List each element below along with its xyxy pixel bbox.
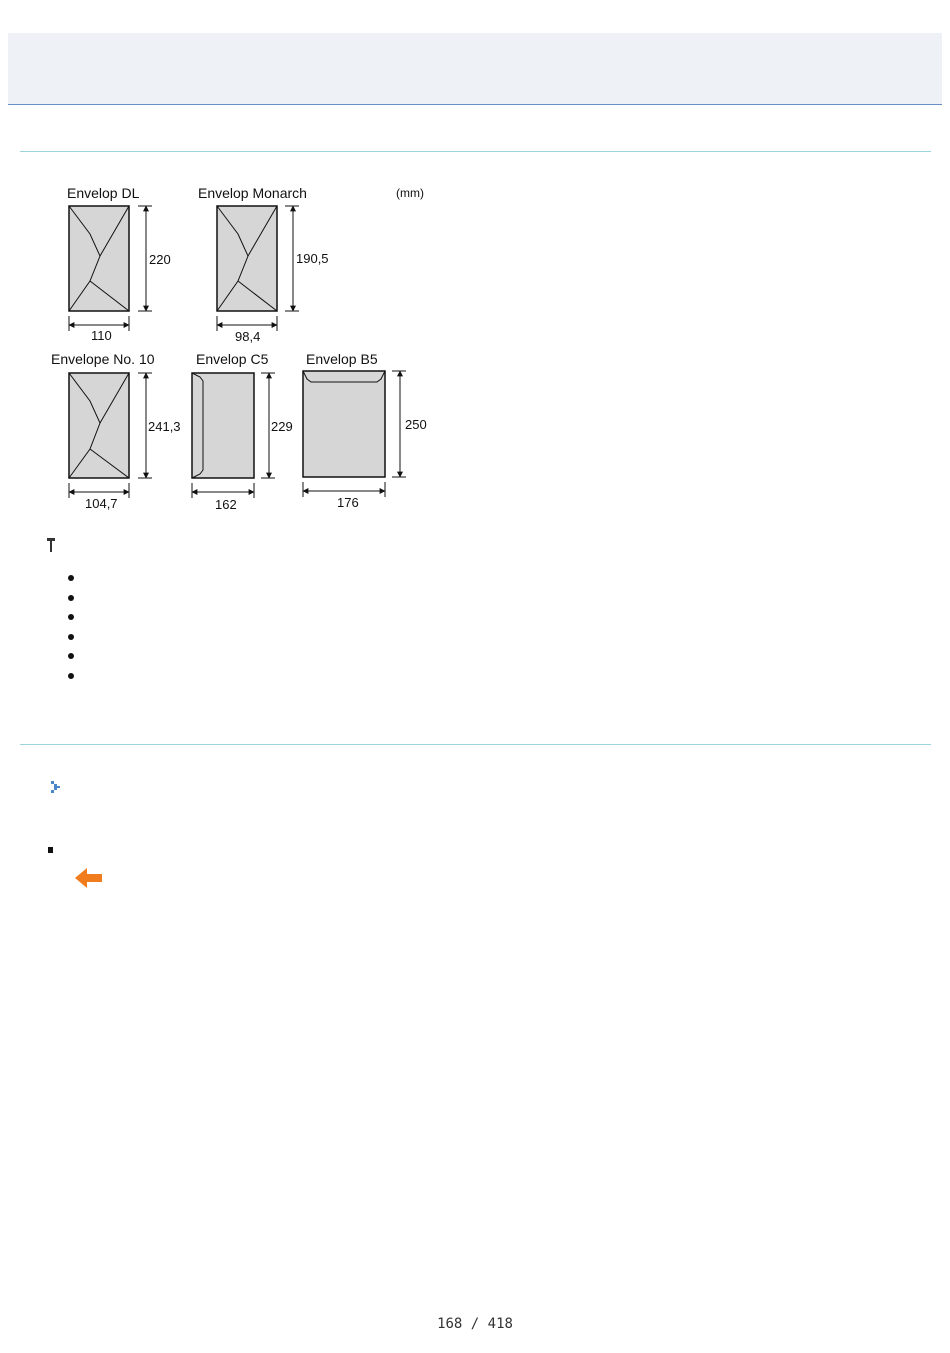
envelope-dl-height: 220 xyxy=(149,252,171,267)
note-bullet-list xyxy=(68,575,74,693)
envelope-dl-width: 110 xyxy=(91,328,112,343)
envelope-no10 xyxy=(51,351,181,511)
pin-icon xyxy=(47,538,55,552)
envelope-b5-name: Envelop B5 xyxy=(306,351,378,367)
list-bullet xyxy=(48,847,53,853)
envelope-monarch-width: 98,4 xyxy=(235,329,261,344)
list-bullet xyxy=(68,595,74,601)
envelope-b5-width: 176 xyxy=(337,495,359,510)
envelope-size-figure xyxy=(40,176,440,516)
page-number: 168 / 418 xyxy=(437,1316,513,1332)
envelope-c5-height: 229 xyxy=(271,419,293,434)
header-band xyxy=(8,33,942,105)
envelope-b5-height: 250 xyxy=(405,417,427,432)
unit-label: (mm) xyxy=(396,186,424,200)
envelope-no10-height: 241,3 xyxy=(148,419,181,434)
list-bullet xyxy=(68,614,74,620)
envelope-monarch xyxy=(198,185,329,344)
envelope-monarch-height: 190,5 xyxy=(296,251,329,266)
section-divider xyxy=(20,744,931,745)
section-divider xyxy=(20,151,931,152)
envelope-dl xyxy=(67,185,171,343)
list-bullet xyxy=(68,575,74,581)
link-arrow-icon[interactable] xyxy=(51,780,61,792)
list-bullet xyxy=(68,653,74,659)
envelope-dl-name: Envelop DL xyxy=(67,185,140,201)
envelope-no10-name: Envelope No. 10 xyxy=(51,351,155,367)
envelope-b5 xyxy=(303,351,427,510)
envelope-no10-width: 104,7 xyxy=(85,496,118,511)
list-bullet xyxy=(68,634,74,640)
envelope-c5-width: 162 xyxy=(215,497,237,512)
envelope-c5 xyxy=(192,351,293,512)
back-arrow-icon[interactable] xyxy=(74,866,104,890)
list-bullet xyxy=(68,673,74,679)
envelope-monarch-name: Envelop Monarch xyxy=(198,185,307,201)
envelope-c5-name: Envelop C5 xyxy=(196,351,269,367)
